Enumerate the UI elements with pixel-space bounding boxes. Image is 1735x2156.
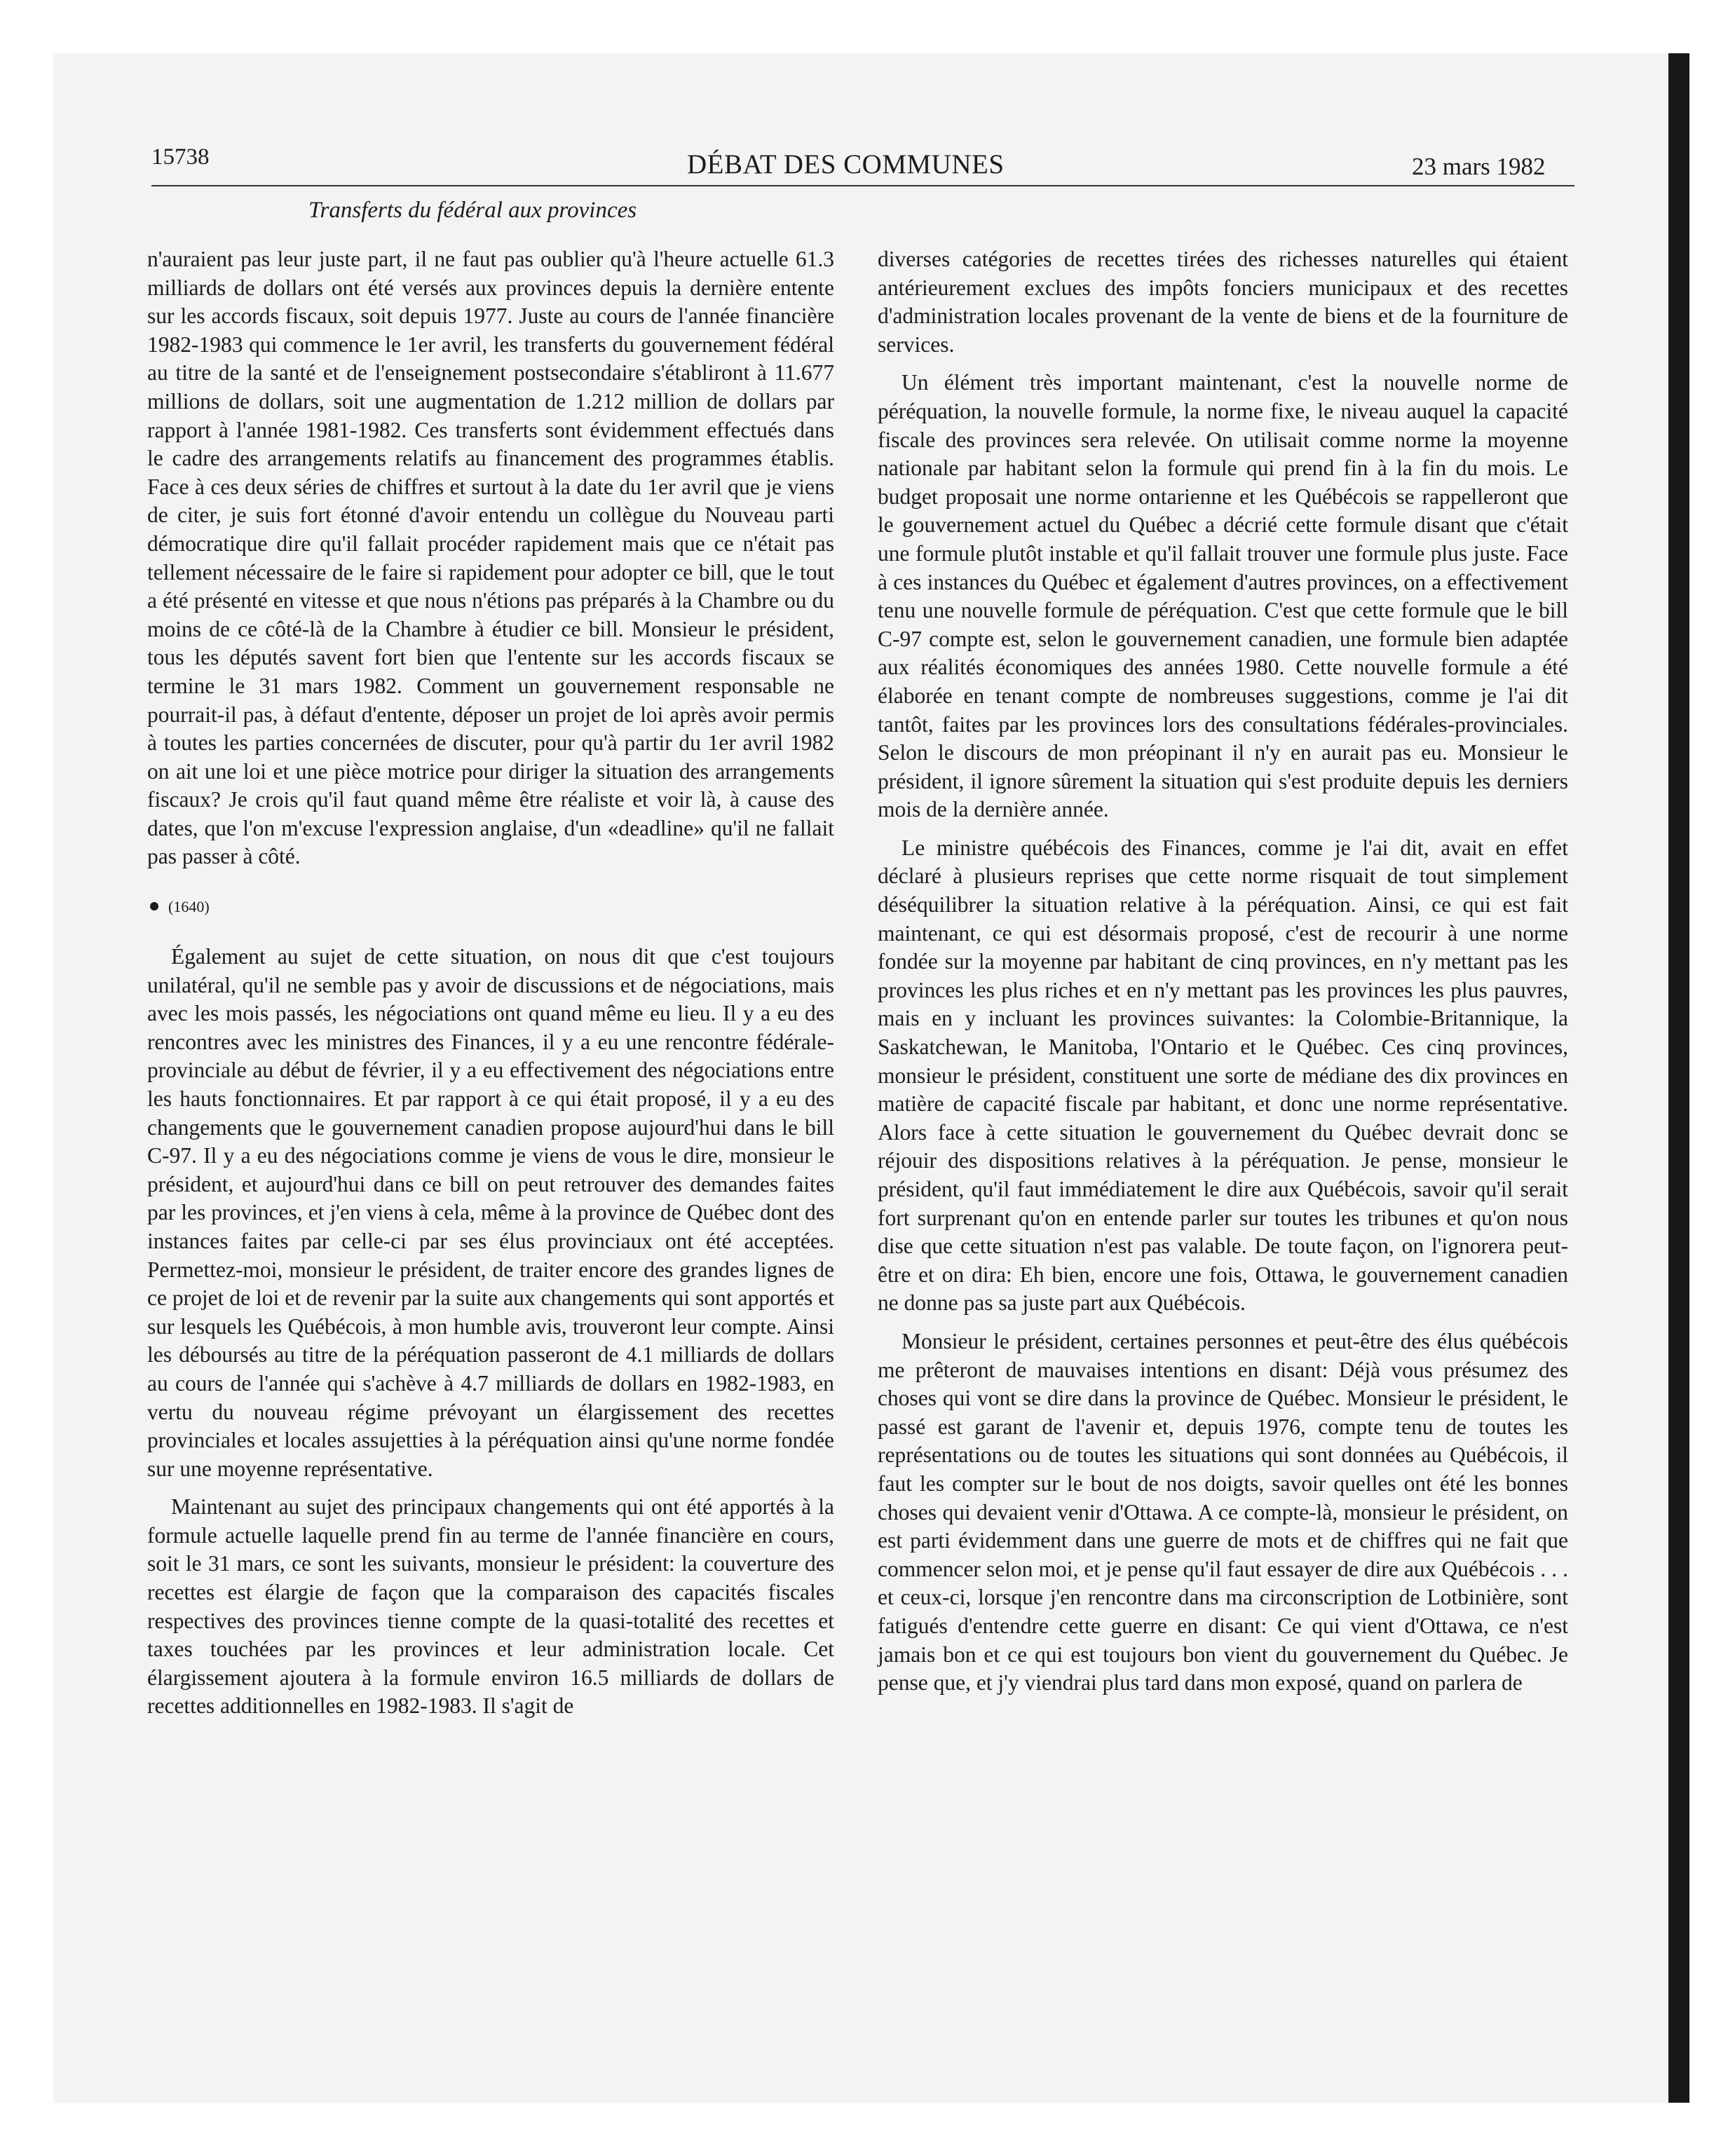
page-number: 15738 <box>151 144 210 170</box>
left-column <box>147 245 834 1721</box>
running-title: DÉBAT DES COMMUNES <box>687 149 1005 179</box>
right-column <box>878 245 1568 1698</box>
bullet-icon <box>150 902 158 910</box>
time-marker <box>147 895 834 917</box>
header-rule <box>151 185 1574 186</box>
scan-edge-bar <box>1668 53 1689 2103</box>
paragraph: Monsieur le président, certaines personnes et peut-être des élus québécois me prêteront de mauvaises intentions en disant: Déjà vous présumez des choses qui vont se dire dans la province de Québec. Monsieur le président, le passé est garant de l'avenir et, depuis 1976, compte tenu de toutes les représentations ou de toutes les situations qui sont données au Québécois, il faut les compter sur le bout de nos doigts, savoir quelles ont été les bonnes choses qui devaient venir d'Ottawa. A ce compte-là, monsieur le président, on est parti évidemment dans une guerre de mots et de chiffres qui ne fait que commencer selon moi, et je pense qu'il faut essayer de dire aux Québécois . . . et ceux-ci, lorsque j'en rencontre dans ma circonscription de Lotbinière, sont fatigués d'entendre cette guerre en disant: Ce qui vient d'Ottawa, ce n'est jamais bon et ce qui est toujours bon vient du gouvernement du Québec. Je pense que, et j'y viendrai plus tard dans mon exposé, quand on parlera de <box>878 1328 1568 1696</box>
paragraph: Également au sujet de cette situation, on nous dit que c'est toujours unilatéral, qu'il ne semble pas y avoir de discussions et de négociations, mais avec les mois passés, les négociations ont quand même eu lieu. Il y a eu des rencontres avec les ministres des Finances, il y a eu une rencontre fédérale-provinciale au début de février, il y a eu effectivement des négociations entre les hauts fonctionnaires. Et par rapport à ce qui était proposé, il y a eu des changements que le gouvernement canadien propose aujourd'hui dans le bill C-97. Il y a eu des négociations comme je viens de vous le dire, monsieur le président, et aujourd'hui dans ce bill on peut retrouver des demandes faites par les provinces, et j'en viens à cela, même à la province de Québec dont des instances faites par celle-ci par ses élus provinciaux ont été acceptées. Permettez-moi, monsieur le président, de traiter encore des grandes lignes de ce projet de loi et de revenir par la suite aux changements qui sont apportés et sur lesquels les Québécois, à mon humble avis, trouveront leur compte. Ainsi les déboursés au titre de la péréquation passeront de 4.1 milliards de dollars au cours de l'année qui s'achève à 4.7 milliards de dollars en 1982-1983, en vertu du nouveau régime prévoyant un élargissement des recettes provinciales et locales assujetties à la péréquation ainsi qu'une norme fondée sur une moyenne représentative. <box>147 944 834 1481</box>
subject-heading: Transferts du fédéral aux provinces <box>308 198 637 223</box>
page-date: 23 mars 1982 <box>1412 153 1546 180</box>
paragraph: Maintenant au sujet des principaux changements qui ont été apportés à la formule actuelle laquelle prend fin au terme de l'année financière en cours, soit le 31 mars, ce sont les suivants, monsieur le président: la couverture des recettes est élargie de façon que la comparaison des capacités fiscales respectives des provinces tienne compte de la quasi-totalité des recettes et taxes touchées par les provinces et leur administration locale. Cet élargissement ajoutera à la formule environ 16.5 milliards de dollars de recettes additionnelles en 1982-1983. Il s'agit de <box>147 1494 834 1719</box>
paragraph: Un élément très important maintenant, c'est la nouvelle norme de péréquation, la nouvelle formule, la norme fixe, le niveau auquel la capacité fiscale des provinces sera relevée. On utilisait comme norme la moyenne nationale par habitant selon la formule qui prend fin à la fin du mois. Le budget proposait une norme ontarienne et les Québécois se rappelleront que le gouvernement actuel du Québec a décrié cette formule disant que c'était une formule plutôt instable et qu'il fallait trouver une formule plus juste. Face à ces instances du Québec et également d'autres provinces, on a effectivement tenu une nouvelle formule de péréquation. C'est que cette formule que le bill C-97 compte est, selon le gouvernement canadien, une formule bien adaptée aux réalités économiques des années 1980. Cette nouvelle formule a été élaborée en tenant compte de nombreuses suggestions, comme je l'ai dit tantôt, faites par les provinces lors des consultations fédérales-provinciales. Selon le discours de mon préopinant il n'y en aurait pas eu. Monsieur le président, il ignore sûrement la situation qui s'est produite depuis les derniers mois de la dernière année. <box>878 370 1568 822</box>
paragraph: n'auraient pas leur juste part, il ne faut pas oublier qu'à l'heure actuelle 61.3 milliards de dollars ont été versés aux provinces depuis la dernière entente sur les accords fiscaux, soit depuis 1977. Juste au cours de l'année financière 1982-1983 qui commence le 1er avril, les transferts du gouvernement fédéral au titre de la santé et de l'enseignement postsecondaire s'établiront à 11.677 millions de dollars, soit une augmentation de 1.212 million de dollars par rapport à l'année 1981-1982. Ces transferts sont évidemment effectués dans le cadre des arrangements relatifs au financement des programmes établis. Face à ces deux séries de chiffres et surtout à la date du 1er avril que je viens de citer, je suis fort étonné d'avoir entendu un collègue du Nouveau parti démocratique dire qu'il fallait procéder rapidement mais que ce n'était pas tellement nécessaire de le faire si rapidement pour adopter ce bill, que le tout a été présenté en vitesse et que nous n'étions pas préparés à la Chambre ou du moins de ce côté-là de la Chambre à étudier ce bill. Monsieur le président, tous les députés savent fort bien que l'entente sur les accords fiscaux se termine le 31 mars 1982. Comment un gouvernement responsable ne pourrait-il pas, à défaut d'entente, déposer un projet de loi après avoir permis à toutes les parties concernées de discuter, pour qu'à partir du 1er avril 1982 on ait une loi et une pièce motrice pour diriger la situation des arrangements fiscaux? Je crois qu'il faut quand même être réaliste et voir là, à cause des dates, que l'on m'excuse l'expression anglaise, d'un «deadline» qu'il ne fallait pas passer à côté. <box>147 247 834 869</box>
paragraph: diverses catégories de recettes tirées des richesses naturelles qui étaient antérieurement exclues des impôts fonciers municipaux et des recettes d'administration locales provenant de la vente de biens et de la fourniture de services. <box>878 247 1568 357</box>
time-marker-text: (1640) <box>168 898 210 916</box>
paragraph: Le ministre québécois des Finances, comme je l'ai dit, avait en effet déclaré à plusieurs reprises que cette norme risquait de tout simplement déséquilibrer la situation relative à la péréquation. Ainsi, ce qui est fait maintenant, ce qui est désormais proposé, c'est de recourir à une norme fondée sur la moyenne par habitant de cinq provinces, en n'y mettant pas les provinces les plus riches et en n'y mettant pas les provinces les plus pauvres, mais en y incluant les provinces suivantes: la Colombie-Britannique, la Saskatchewan, le Manitoba, l'Ontario et le Québec. Ces cinq provinces, monsieur le président, constituent une sorte de médiane des dix provinces en matière de capacité fiscale par habitant, et donc une norme représentative. Alors face à cette situation le gouvernement du Québec devrait donc se réjouir des dispositions relatives à la péréquation. Je pense, monsieur le président, qu'il faut immédiatement le dire aux Québécois, savoir qu'il serait fort surprenant qu'on en entende parler sur toutes les tribunes et qu'on nous dise que cette situation n'est pas valable. De toute façon, on l'ignorera peut-être et on dira: Eh bien, encore une fois, Ottawa, le gouvernement canadien ne donne pas sa juste part aux Québécois. <box>878 835 1568 1316</box>
